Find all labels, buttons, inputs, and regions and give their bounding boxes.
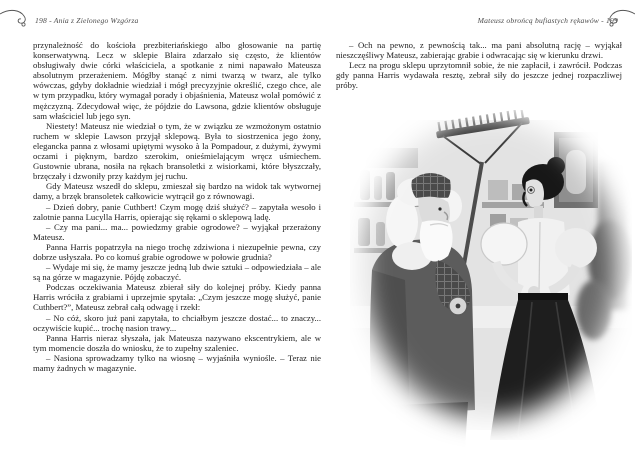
paragraph: – Nasiona sprowadzamy tylko na wiosnę – wyjaśniła wyniośle. – Teraz nie mamy żadnych w magazynie. [33, 352, 321, 373]
left-page-header: 198 - Ania z Zielonego Wzgórza [35, 16, 139, 25]
paragraph: Panna Harris popatrzyła na niego trochę zdziwiona i niezupełnie pewna, czy dobrze usłyszała. Po co komuś grabie ogrodowe w połowie grudnia? [33, 241, 321, 262]
paragraph: – Wydaje mi się, że mamy jeszcze jedną lub dwie sztuki – odpowiedziała – ale są na górze w magazynie. Pójdę zobaczyć. [33, 262, 321, 283]
paragraph: przynależność do kościoła prezbiteriańskiego albo głosowanie na partię konserwatywną. Lecz w sklepie Blaira zdarzało się często, że klientów obsługiwały dwie córki właściciela, a spotkanie z nimi napawało Mateusza absolutnym przerażeniem. Mógłby stanąć z nimi twarzą w twarz, ale tylko wówczas, gdyby dokładnie wiedział i mógł precyzyjnie określić, czego chce, ale w tym przypadku, który wymagał porady i objaśnienia, Mateusz wolał pomówić z mężczyzną. Zdecydował więc, że pójdzie do Lawsona, gdzie klientów obsługuje sam właściciel lub jego syn. [33, 40, 321, 121]
flourish-icon-left [0, 6, 34, 28]
left-page-text [33, 40, 321, 373]
paragraph: – No cóż, skoro już pani zapytała, to chciałbym jeszcze dostać... to znaczy... oczywiście kupić... trochę nasion trawy... [33, 312, 321, 333]
paragraph: Gdy Mateusz wszedł do sklepu, zmieszał się bardzo na widok tak wytwornej damy, a brzęk bransoletek całkowicie wytrącił go z równowagi. [33, 181, 321, 202]
paragraph: Podczas oczekiwania Mateusz zbierał siły do kolejnej próby. Kiedy panna Harris wróciła z grabiami i uprzejmie spytała: „Czym jeszcze mogę służyć, panie Cuthbert?”, Mateusz zebrał całą odwagę i rzekł: [33, 282, 321, 313]
paragraph: Niestety! Mateusz nie wiedział o tym, że w związku ze wzmożonym ostatnio ruchem w sklepie Lawson przyjął sklepową. Była to siostrzenica jego żony, elegancka panna z włosami upiętymi wysoko à la Pompadour, z dużymi, żywymi oczami i pięknym, bardzo szerokim, onieśmielającym wręcz uśmiechem. Gustownie ubrana, nosiła na rękach bransoletki z wisiorkami, które błyszczały, brzęczały i dzwoniły przy każdym jej ruchu. [33, 120, 321, 182]
right-page-header: Mateusz obrońcą bufiastych rękawów - 199 [477, 16, 618, 25]
paragraph: – Czy ma pani... ma... powiedzmy grabie ogrodowe? – wyjąkał przerażony Mateusz. [33, 221, 321, 242]
paragraph: – Dzień dobry, panie Cuthbert! Czym mogę dziś służyć? – zapytała wesoło i zalotnie panna Lucylla Harris, opierając się rękami o sklepową ladę. [33, 201, 321, 222]
paragraph: Lecz na progu sklepu uprzytomnił sobie, że nie zapłacił, i zawrócił. Podczas gdy panna Harris wydawała resztę, zebrał siły do jeszcze jednej rozpaczliwej próby. [336, 60, 622, 91]
illustration-mateusz-shop [350, 110, 632, 449]
paragraph: Panna Harris nieraz słyszała, jak Mateusza nazywano ekscentrykiem, ale w tym momencie doszła do wniosku, że to zupełny szaleniec. [33, 332, 321, 353]
paragraph: – Och na pewno, z pewnością tak... ma pani absolutną rację – wyjąkał nieszczęśliwy Mateusz, zabierając grabie i odwracając się w kierunku drzwi. [336, 40, 622, 61]
right-page-text [336, 40, 622, 90]
